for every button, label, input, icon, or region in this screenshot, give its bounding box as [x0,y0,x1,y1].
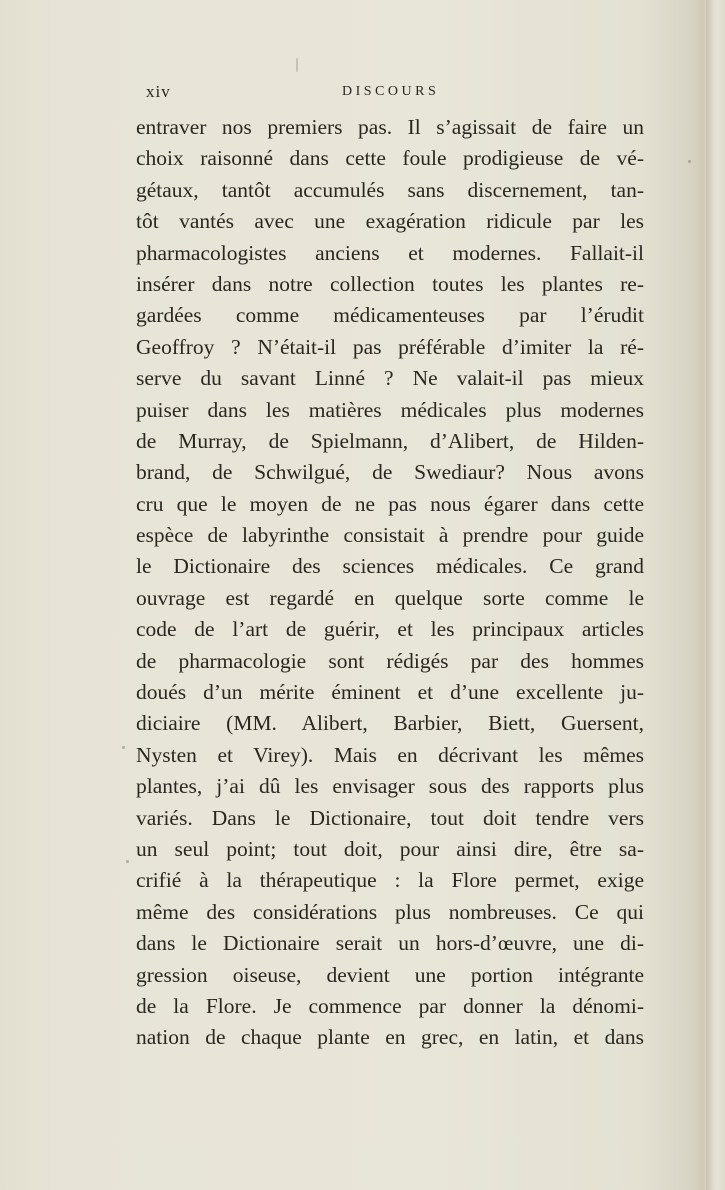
text-line: nation de chaque plante en grec, en latin, et dans [136,1025,644,1050]
text-line: entraver nos premiers pas. Il s’agissait de faire un [136,115,644,139]
text-line: puiser dans les matières médicales plus modernes [136,397,644,422]
paper-speck [688,160,691,163]
text-line: espèce de labyrinthe consistait à prendre pour guide [136,523,644,548]
running-head [146,82,466,106]
text-line: ouvrage est regardé en quelque sorte comme le [136,585,644,610]
text-line: variés. Dans le Dictionaire, tout doit tendre vers [136,805,644,830]
paper-speck [126,860,129,863]
text-line: code de l’art de guérir, et les principaux articles [136,617,644,642]
text-line: dans le Dictionaire serait un hors-d’œuvre, une di- [136,931,644,956]
paper-mark [296,58,298,72]
body-text [136,112,644,1054]
text-line: de Murray, de Spielmann, d’Alibert, de Hilden- [136,428,644,453]
paper-speck [122,746,125,749]
text-line: insérer dans notre collection toutes les plantes re- [136,271,644,296]
text-line: Geoffroy ? N’était-il pas préférable d’imiter la ré- [136,334,644,359]
text-line: pharmacologistes anciens et modernes. Fallait-il [136,240,644,265]
text-line: cru que le moyen de ne pas nous égarer dans cette [136,491,644,516]
page-gutter-shadow [706,0,716,1190]
running-title: DISCOURS [342,84,440,99]
text-line: choix raisonné dans cette foule prodigieuse de vé- [136,146,644,171]
text-line: tôt vantés avec une exagération ridicule par les [136,209,644,234]
text-line: même des considérations plus nombreuses. Ce qui [136,899,644,924]
text-line: serve du savant Linné ? Ne valait-il pas mieux [136,366,644,391]
text-line: gression oiseuse, devient une portion intégrante [136,962,644,987]
text-line: Nysten et Virey). Mais en décrivant les mêmes [136,742,644,767]
page-number: xiv [146,82,171,101]
text-line: crifié à la thérapeutique : la Flore permet, exige [136,868,644,893]
text-line: de la Flore. Je commence par donner la dénomi- [136,993,644,1018]
text-line: brand, de Schwilgué, de Swediaur? Nous avons [136,460,644,485]
text-line: le Dictionaire des sciences médicales. Ce grand [136,554,644,579]
text-line: doués d’un mérite éminent et d’une excellente ju- [136,680,644,705]
text-line: de pharmacologie sont rédigés par des hommes [136,648,644,673]
text-line: plantes, j’ai dû les envisager sous des rapports plus [136,774,644,799]
text-line: un seul point; tout doit, pour ainsi dire, être sa- [136,836,644,861]
text-line: diciaire (MM. Alibert, Barbier, Biett, Guersent, [136,711,644,736]
text-line: gardées comme médicamenteuses par l’érudit [136,303,644,328]
text-line: gétaux, tantôt accumulés sans discernement, tan- [136,177,644,202]
